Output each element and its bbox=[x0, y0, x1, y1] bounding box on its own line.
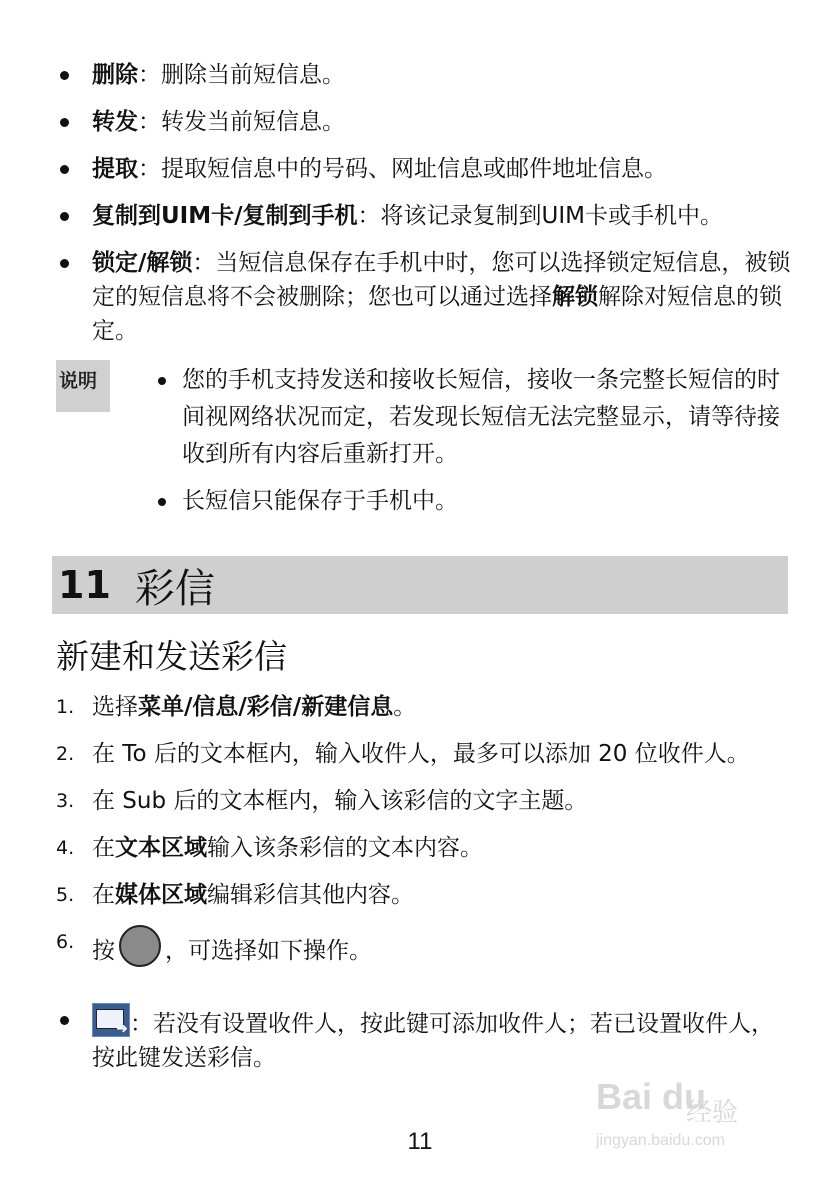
steps-list bbox=[56, 690, 786, 981]
page-number: 11 bbox=[407, 1128, 433, 1155]
send-option-desc: ：若没有设置收件人，按此键可添加收件人；若已设置收件人，按此键发送彩信。 bbox=[92, 1011, 774, 1071]
option-desc: ：将该记录复制到UIM卡或手机中。 bbox=[357, 203, 723, 229]
option-desc: ：转发当前短信息。 bbox=[138, 109, 345, 135]
option-name: 删除 bbox=[92, 62, 138, 88]
send-mail-icon bbox=[92, 1003, 130, 1037]
text-area-term: 文本区域 bbox=[115, 835, 207, 861]
list-item bbox=[56, 58, 796, 92]
list-item bbox=[56, 152, 796, 186]
step-menu-path: 菜单/信息/彩信/新建信息 bbox=[138, 694, 394, 720]
note-tag: 说明 bbox=[56, 360, 110, 412]
option-name: 转发 bbox=[92, 109, 138, 135]
step-item bbox=[56, 690, 786, 724]
step-text: 在 bbox=[92, 882, 115, 908]
step-text: 在 Sub 后的文本框内，输入该彩信的文字主题。 bbox=[92, 788, 588, 814]
note-list bbox=[156, 362, 784, 530]
step-number: 2. bbox=[56, 743, 75, 765]
chapter-title: 彩信 bbox=[134, 565, 215, 612]
step-item bbox=[56, 925, 786, 968]
option-desc: ：提取短信息中的号码、网址信息或邮件地址信息。 bbox=[138, 156, 667, 182]
note-item: 长短信只能保存于手机中。 bbox=[156, 483, 784, 520]
list-item bbox=[56, 246, 796, 348]
step-item bbox=[56, 784, 786, 818]
step-text: 在 To 后的文本框内，输入收件人，最多可以添加 20 位收件人。 bbox=[92, 741, 750, 767]
watermark-sub: 经验 bbox=[686, 1098, 739, 1128]
option-desc-cont: 解除对短信息的锁定。 bbox=[92, 284, 782, 344]
option-name: 提取 bbox=[92, 156, 138, 182]
option-name: 复制到UIM卡/复制到手机 bbox=[92, 203, 358, 229]
media-area-term: 媒体区域 bbox=[115, 882, 207, 908]
send-option-item bbox=[56, 1003, 786, 1075]
step-text-end: 编辑彩信其他内容。 bbox=[207, 882, 414, 908]
option-desc: ：删除当前短信息。 bbox=[138, 62, 345, 88]
step-text: 按 bbox=[92, 938, 115, 964]
step-number: 6. bbox=[56, 931, 75, 953]
list-item bbox=[56, 105, 796, 139]
section-title: 新建和发送彩信 bbox=[56, 637, 287, 676]
step-text: 选择 bbox=[92, 694, 138, 720]
option-name: 锁定/解锁 bbox=[92, 250, 193, 276]
unlock-term: 解锁 bbox=[552, 284, 598, 310]
watermark-brand: Bai du bbox=[596, 1076, 707, 1117]
step-number: 1. bbox=[56, 696, 75, 718]
step-number: 3. bbox=[56, 790, 75, 812]
sms-options-list bbox=[56, 58, 796, 361]
chapter-heading bbox=[52, 556, 788, 614]
step-text-end: 。 bbox=[393, 694, 417, 720]
step-item bbox=[56, 878, 786, 912]
step-text: 在 bbox=[92, 835, 115, 861]
note-item: 您的手机支持发送和接收长短信，接收一条完整长短信的时间视网络状况而定，若发现长短信无法完整显示，请等待接收到所有内容后重新打开。 bbox=[156, 362, 784, 473]
step-number: 5. bbox=[56, 884, 75, 906]
step-text-end: 输入该条彩信的文本内容。 bbox=[207, 835, 483, 861]
step-item bbox=[56, 737, 786, 771]
list-item bbox=[56, 199, 796, 233]
step-text-end: ，可选择如下操作。 bbox=[165, 938, 372, 964]
step-number: 4. bbox=[56, 837, 75, 859]
chapter-number: 11 bbox=[58, 563, 111, 607]
step-item bbox=[56, 831, 786, 865]
option-desc: ：当短信息保存在手机中时，您可以选择锁定短信息，被锁定的短信息将不会被删除；您也可以通过选择 bbox=[92, 250, 791, 310]
watermark-url: jingyan.baidu.com bbox=[596, 1132, 725, 1149]
option-key-icon bbox=[119, 925, 161, 967]
